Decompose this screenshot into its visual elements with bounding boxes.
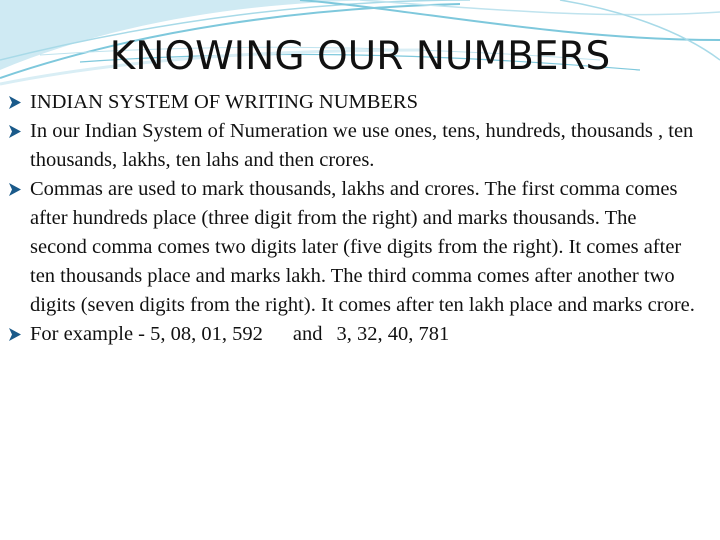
slide-title: KNOWING OUR NUMBERS [109,34,611,79]
bullet-item [8,175,698,320]
bullet-item [8,117,698,175]
bullet-item [8,88,698,117]
arrow-bullet-icon [8,327,22,342]
bullet-list [8,88,698,349]
bullet-text: INDIAN SYSTEM OF WRITING NUMBERS [30,91,418,113]
arrow-bullet-icon [8,182,22,197]
arrow-bullet-icon [8,124,22,139]
bullet-text: In our Indian System of Numeration we use ones, tens, hundreds, thousands , ten thousands, lakhs, ten lahs and then crores. [30,120,694,171]
bullet-text: Commas are used to mark thousands, lakhs and crores. The first comma comes after hundreds place (three digit from the right) and marks thousands. The second comma comes two digits later (five digits from the right). It comes after ten thousands place and marks lakh. The third comma comes after another two digits (seven digits from the right). It comes after ten lakh place and marks crore. [30,178,695,316]
example-second: 3, 32, 40, 781 [336,323,450,345]
example-joiner: and [292,323,323,345]
example-prefix: For example - 5, 08, 01, 592 [30,323,263,345]
example-item [8,320,698,349]
arrow-bullet-icon [8,95,22,110]
